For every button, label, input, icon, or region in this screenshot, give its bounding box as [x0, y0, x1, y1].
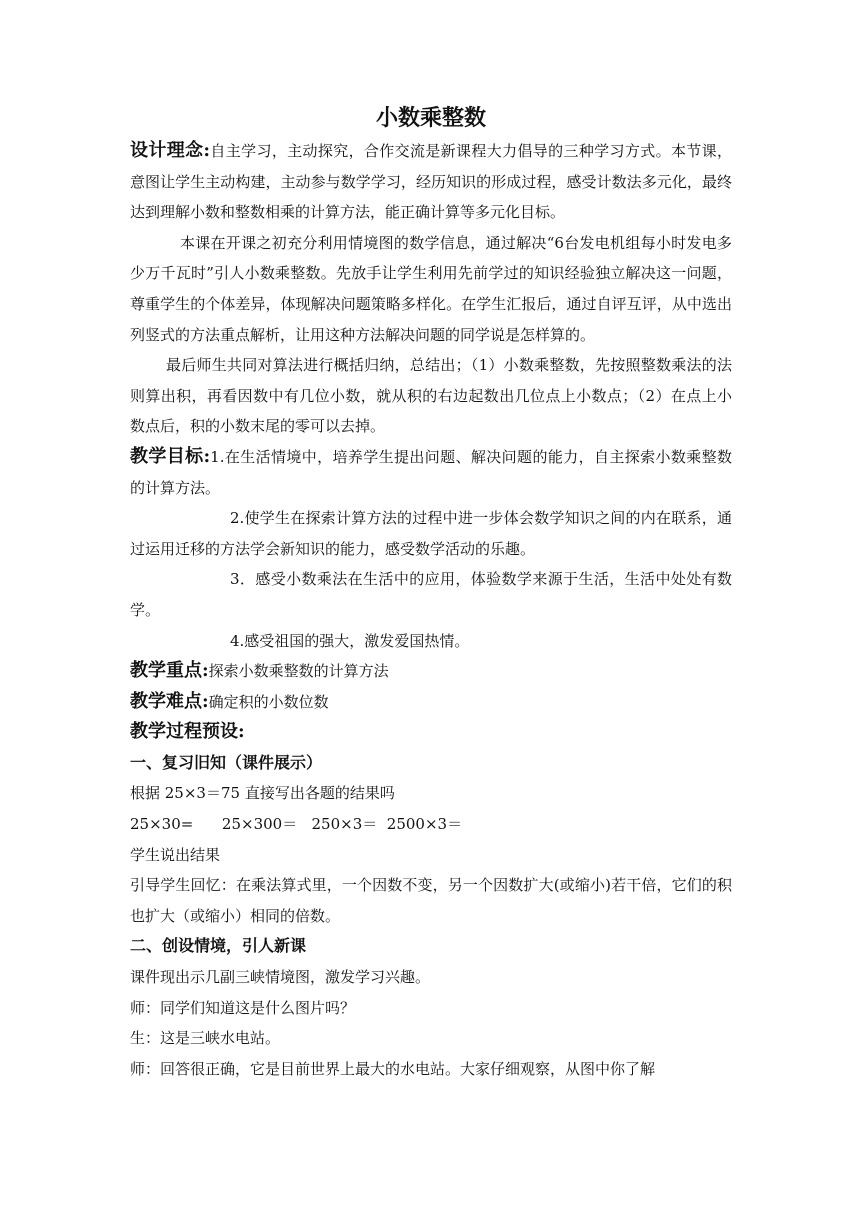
design-concept-paragraph-2: 本课在开课之初充分利用情境图的数学信息，通过解决“6台发电机组每小时发电多少万千瓦时”引人小数乘整数。先放手让学生利用先前学过的知识经验独立解决这一问题，尊重学生的个体差异，体现解决问题策略多样化。在学生汇报后，通过自评互评，从中选出列竖式的方法重点解析，让用这种方法解决问题的同学说是怎样算的。 — [130, 233, 732, 344]
teaching-goal-1-text: 1.在生活情境中，培养学生提出问题、解决问题的能力，自主探索小数乘整数的计算方法。 — [130, 447, 732, 497]
section-1-line-4: 引导学生回忆：在乘法算式里，一个因数不变，另一个因数扩大(或缩小)若干倍，它们的积也扩大（或缩小）相同的倍数。 — [130, 876, 732, 925]
teaching-goal-3: 3．感受小数乘法在生活中的应用，体验数学来源于生活，生活中处处有数学。 — [130, 570, 732, 619]
teaching-goal-2: 2.使学生在探索计算方法的过程中进一步体会数学知识之间的内在联系，通过运用迁移的方法学会新知识的能力，感受数学活动的乐趣。 — [130, 509, 732, 558]
design-concept-label: 设计理念: — [130, 140, 211, 161]
document-page — [130, 100, 732, 1084]
difficulty-text: 确定积的小数位数 — [208, 692, 329, 711]
design-concept-paragraph-3: 最后师生共同对算法进行概括归纳，总结出；（1）小数乘整数，先按照整数乘法的法则算出积，再看因数中有几位小数，就从积的右边起数出几位点上小数点；（2）在点上小数点后，积的小数末尾的零可以去掉。 — [130, 356, 732, 436]
section-2-line-1: 课件现出示几副三峡情境图，激发学习兴趣。 — [130, 968, 431, 987]
section-1-line-2: 25×30= 25×300＝ 250×3＝ 2500×3＝ — [130, 815, 463, 834]
process-heading: 教学过程预设: — [130, 721, 245, 743]
teaching-goal-1 — [130, 442, 732, 503]
teaching-goals-label: 教学目标: — [130, 445, 211, 467]
key-point-label: 教学重点: — [130, 660, 209, 682]
design-concept-text: 自主学习，主动探究，合作交流是新课程大力倡导的三种学习方式。本节课，意图让学生主动构建，主动参与数学学习，经历知识的形成过程，感受计数法多元化，最终达到理解小数和整数相乘的计算方法，能正确计算等多元化目标。 — [130, 142, 732, 222]
document-title: 小数乘整数 — [375, 105, 486, 131]
section-2-line-2: 师：同学们知道这是什么图片吗？ — [130, 998, 356, 1017]
design-concept-paragraph — [130, 136, 732, 228]
key-point-text: 探索小数乘整数的计算方法 — [208, 662, 389, 681]
section-1-line-1: 根据 25×3＝75 直接写出各题的结果吗 — [130, 784, 395, 803]
key-point — [130, 656, 732, 687]
section-1-line-3: 学生说出结果 — [130, 845, 221, 864]
section-2-line-3: 生：这是三峡水电站。 — [130, 1029, 281, 1048]
section-2-line-4: 师：回答很正确，它是目前世界上最大的水电站。大家仔细观察，从图中你了解 — [130, 1059, 656, 1078]
section-1-heading: 一、复习旧知（课件展示） — [130, 752, 323, 772]
teaching-goal-4: 4.感受祖国的强大，激发爱国热情。 — [230, 631, 470, 650]
difficulty-label: 教学难点: — [130, 690, 209, 712]
section-2-heading: 二、创设情境，引人新课 — [130, 936, 307, 956]
difficulty — [130, 687, 732, 718]
